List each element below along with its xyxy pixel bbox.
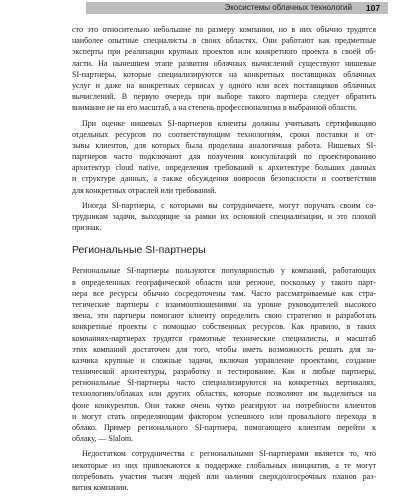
text-line: потребовать участия тысяч людей или наличия сверхдолгосрочных планов раз- xyxy=(72,471,376,481)
text-line: внимание не на его масштаб, а на степень профессионализма в выбранной области. xyxy=(72,103,358,113)
text-line: отдельных ресурсов по соответствующим технологиям, сроки поставки и от- xyxy=(72,129,376,139)
text-line: SI-партнеры, которые специализируются на конкретных поставщиках облачных xyxy=(72,69,376,79)
text-line: Иногда SI-партнеры, с которыми вы сотрудничаете, могут поручать своим со- xyxy=(82,200,376,210)
paragraph-niche-warning xyxy=(72,200,376,234)
text-line: признак. xyxy=(72,223,102,233)
text-line: ласти. На нынешнем этапе развития облачных вычислений существуют нишевые xyxy=(72,58,376,68)
text-line: сто это относительно небольшие по размеру компании, но в них обычно трудятся xyxy=(72,25,376,34)
text-line: услуг и даже на конкретных сервисах у одного или всех поставщиков облачных xyxy=(72,80,376,90)
text-line: и могут стать определяющим фактором успешного или провального перехода в xyxy=(72,411,376,421)
text-line: Региональные SI-партнеры пользуются популярностью у компаний, работающих xyxy=(72,266,376,276)
text-line: вычислений. В первую очередь при выборе такого партнера следует обратить xyxy=(72,92,376,102)
text-line: этих компаний достаточен для того, чтобы иметь возможность решать для за- xyxy=(72,344,376,354)
text-line: вития компании. xyxy=(72,482,129,492)
text-line: звена, эти партнеры помогают клиенту определить свою стратегию и разработать xyxy=(72,311,376,321)
paragraph-regional-drawbacks xyxy=(72,448,376,493)
section-heading: Региональные SI-партнеры xyxy=(72,244,206,257)
text-line: архитектур cloud native, определения требований к архитектуре больших данных xyxy=(72,163,376,173)
page-body xyxy=(72,24,376,497)
text-line: некоторые из них привлекаются к поддержке глобальных инициатив, а те могут xyxy=(72,460,376,470)
text-line: трудникам задачи, выходящие за рамки их основной специализации, и это плохой xyxy=(72,212,376,221)
header-title: Экосистемы облачных технологий xyxy=(224,3,352,12)
text-line: технической архитектуры, разработку и тестирование. Как и любые партнеры, xyxy=(72,367,376,377)
text-line: эксперты при реализации крупных проектов или конкретного проекта в своей об- xyxy=(72,47,376,57)
text-line: облаку, — Slalom. xyxy=(72,434,134,444)
text-line: технологиях/облаках или других областях, которые позволяют им выделиться на xyxy=(72,389,376,399)
text-line: Недостатком сотрудничества с региональными SI-партнерами является то, что xyxy=(82,449,376,459)
running-header xyxy=(0,0,420,20)
text-line: региональные SI-партнеры часто специализируются на конкретных вертикалях, xyxy=(72,378,376,388)
text-line: для конкретных отраслей или требований. xyxy=(72,185,217,195)
text-line: зывы клиентов, для которых была проделана аналогичная работа. Нишевых SI- xyxy=(72,140,376,150)
text-line: конкретные проекты с помощью собственных ресурсов. Как правило, в таких xyxy=(72,322,376,332)
text-line: партнеров часто подключают для получения консультаций по проектированию xyxy=(72,152,376,162)
paragraph-niche-intro xyxy=(72,24,376,114)
paragraph-regional-description xyxy=(72,265,376,444)
text-line: в определенных географической области или регионе, поскольку у такого парт- xyxy=(72,277,376,287)
text-line: При оценке нишевых SI-партнеров клиенты должны учитывать сертификацию xyxy=(82,118,376,128)
text-line: казчика крупные и сложные задачи, включая управление проектами, создание xyxy=(72,355,376,365)
text-line: и структуре данных, а также обсуждения вопросов безопасности и соответствия xyxy=(72,174,376,184)
text-line: наиболее опытные специалисты в своих областях. Они работают как предметные xyxy=(72,36,376,46)
paragraph-niche-evaluation xyxy=(72,118,376,196)
text-line: нера все ресурсы обычно сосредоточены там. Часто рассматриваемые как стра- xyxy=(72,288,376,298)
text-line: облако. Пример регионального SI-партнера, помогающего клиентам перейти к xyxy=(72,423,376,432)
text-line: фоне конкурентов. Они также очень чутко реагируют на потребности клиентов xyxy=(72,400,376,410)
text-line: компаниях-партнерах трудятся грамотные технические специалисты, и масштаб xyxy=(72,333,376,343)
page-number: 107 xyxy=(365,3,381,13)
text-line: тегические партнеры с взаимоотношениями на уровне руководителей высокого xyxy=(72,299,376,309)
